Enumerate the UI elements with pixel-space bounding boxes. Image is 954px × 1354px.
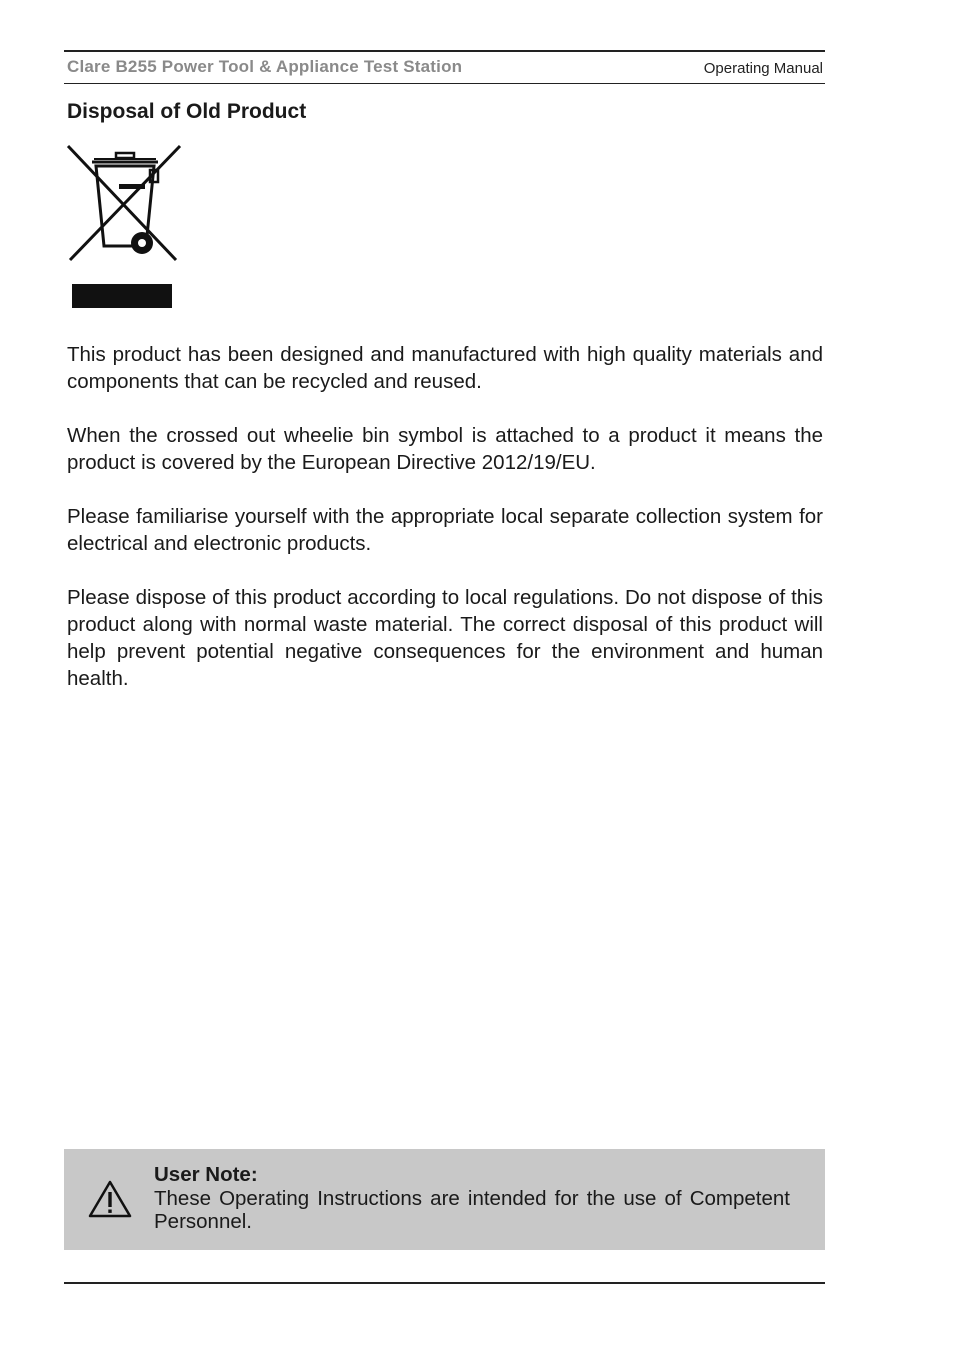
- document-title: Clare B255 Power Tool & Appliance Test Station: [67, 57, 463, 76]
- warning-triangle-icon: [88, 1179, 132, 1219]
- paragraph-collection-system: Please familiarise yourself with the appropriate local separate collection system for electrical and electronic products.: [67, 505, 823, 555]
- section-title: Disposal of Old Product: [67, 100, 307, 123]
- paragraph-disposal-instructions: Please dispose of this product according to local regulations. Do not dispose of this product along with normal waste material. The correct disposal of this product will help prevent potential negative consequences for the environment and human health.: [67, 586, 823, 690]
- crossed-out-wheelie-bin-icon: [64, 142, 184, 312]
- user-note-title: User Note:: [154, 1163, 258, 1186]
- footer-rule: [64, 1282, 825, 1284]
- user-note-text: These Operating Instructions are intended for the use of Competent Personnel.: [154, 1187, 790, 1233]
- header-top-rule: [64, 50, 825, 52]
- header-bottom-rule: [64, 83, 825, 84]
- paragraph-recyclable-materials: This product has been designed and manufactured with high quality materials and components that can be recycled and reused.: [67, 343, 823, 393]
- manual-label: Operating Manual: [703, 60, 823, 77]
- user-note-box: [64, 1149, 825, 1250]
- paragraph-weee-directive: When the crossed out wheelie bin symbol is attached to a product it means the product is covered by the European Directive 2012/19/EU.: [67, 424, 823, 474]
- body-text: [67, 341, 823, 719]
